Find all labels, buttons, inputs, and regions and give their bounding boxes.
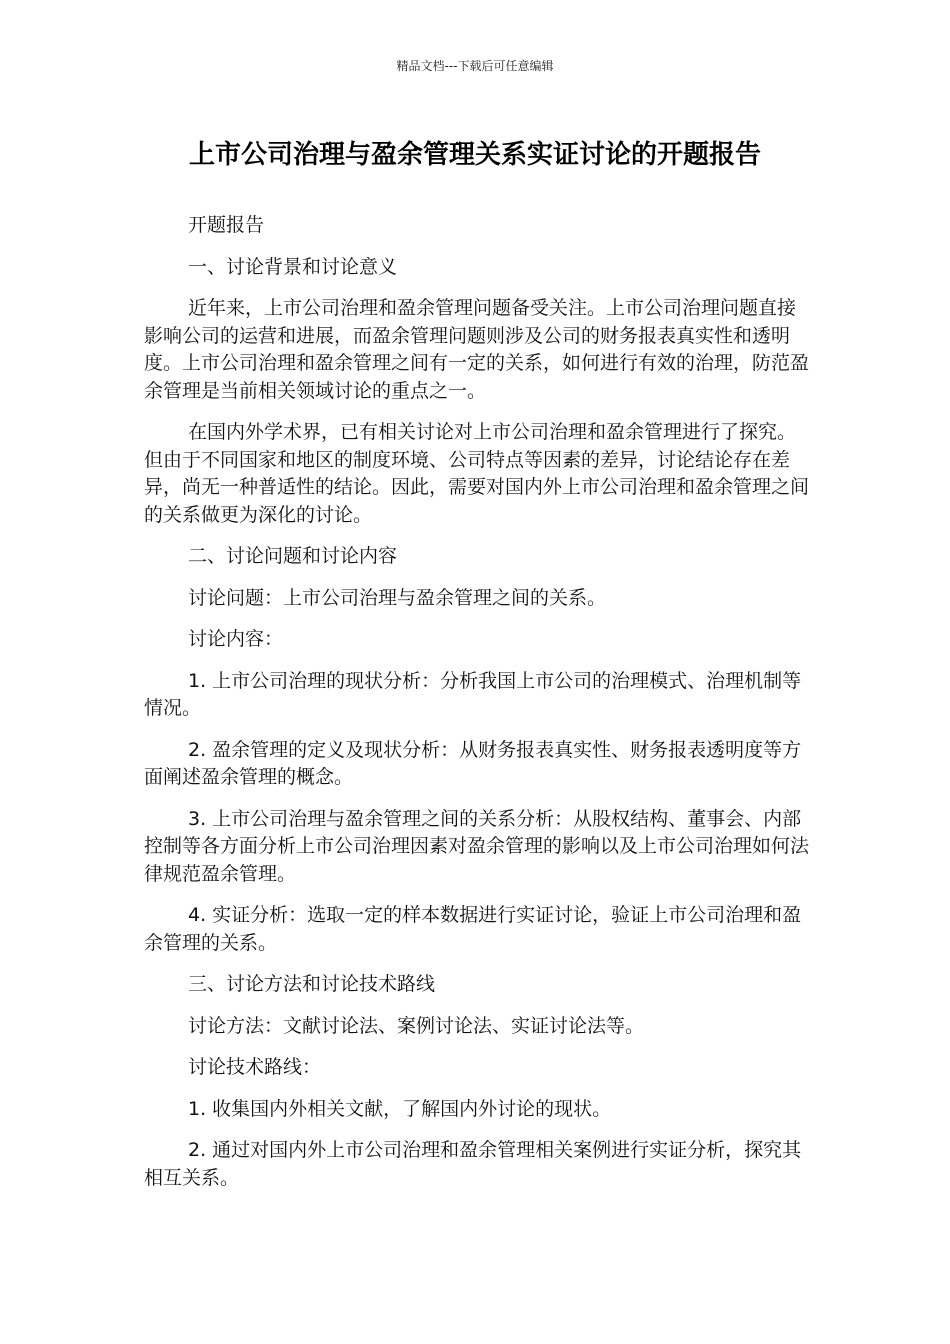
list-item-route-2: 2. 通过对国内外上市公司治理和盈余管理相关案例进行实证分析，探究其相互关系。 — [144, 1139, 802, 1189]
paragraph-research-content-label: 讨论内容： — [188, 628, 284, 650]
list-item-content-2: 2. 盈余管理的定义及现状分析：从财务报表真实性、财务报表透明度等方面阐述盈余管理的概念。 — [144, 738, 802, 788]
list-item-content-3: 3. 上市公司治理与盈余管理之间的关系分析：从股权结构、董事会、内部控制等各方面分析上市公司治理因素对盈余管理的影响以及上市公司治理如何法律规范盈余管理。 — [144, 807, 810, 885]
paragraph-research-question: 讨论问题：上市公司治理与盈余管理之间的关系。 — [188, 586, 607, 609]
paragraph-methods: 讨论方法：文献讨论法、案例讨论法、实证讨论法等。 — [188, 1014, 645, 1037]
paragraph-technical-route-label: 讨论技术路线： — [188, 1056, 322, 1078]
section-heading-methods: 三、讨论方法和讨论技术路线 — [188, 973, 436, 995]
document-title: 上市公司治理与盈余管理关系实证讨论的开题报告 — [188, 140, 761, 170]
section-heading-background: 一、讨论背景和讨论意义 — [188, 255, 398, 278]
paragraph-background-1: 近年来，上市公司治理和盈余管理问题备受关注。上市公司治理问题直接影响公司的运营和进展，而盈余管理问题则涉及公司的财务报表真实性和透明度。上市公司治理和盈余管理之间有一定的关系，如何进行有效的治理，防范盈余管理是当前相关领域讨论的重点之一。 — [144, 297, 810, 402]
list-item-route-1: 1. 收集国内外相关文献，了解国内外讨论的现状。 — [188, 1097, 612, 1120]
paragraph-report-label: 开题报告 — [188, 214, 265, 236]
document-body — [144, 212, 810, 1206]
list-item-content-4: 4. 实证分析：选取一定的样本数据进行实证讨论，验证上市公司治理和盈余管理的关系。 — [144, 904, 802, 954]
list-item-content-1: 1. 上市公司治理的现状分析：分析我国上市公司的治理模式、治理机制等情况。 — [144, 669, 802, 719]
paragraph-background-2: 在国内外学术界，已有相关讨论对上市公司治理和盈余管理进行了探究。但由于不同国家和地区的制度环境、公司特点等因素的差异，讨论结论存在差异，尚无一种普适性的结论。因此，需要对国内外上市公司治理和盈余管理之间的关系做更为深化的讨论。 — [144, 421, 810, 526]
section-heading-questions: 二、讨论问题和讨论内容 — [188, 545, 398, 567]
header-note: 精品文档---下载后可任意编辑 — [396, 59, 554, 73]
